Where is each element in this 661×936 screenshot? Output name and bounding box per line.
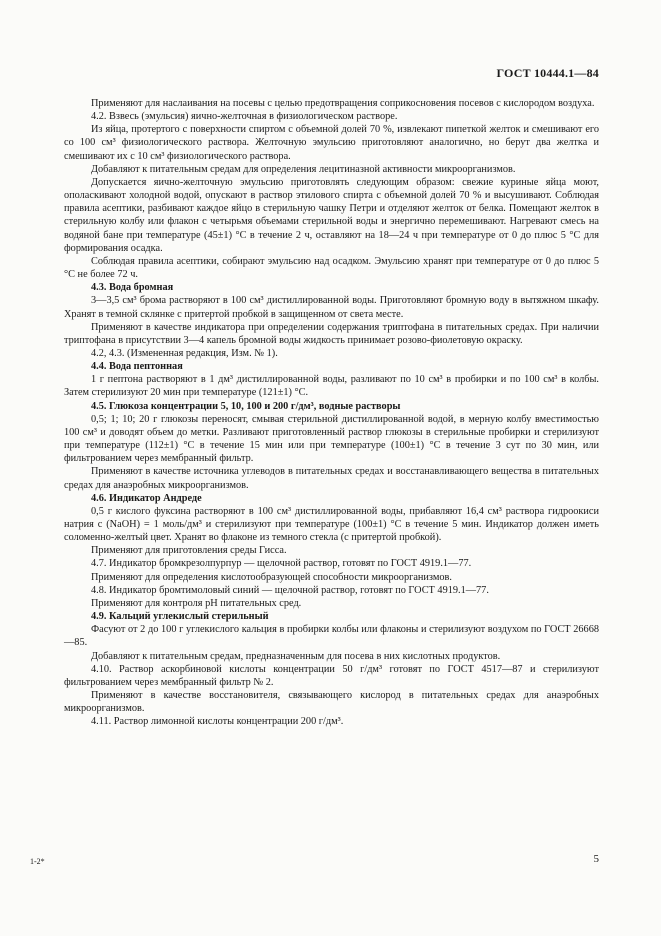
paragraph: 4.11. Раствор лимонной кислоты концентрации 200 г/дм³. bbox=[91, 716, 344, 728]
document-body bbox=[64, 97, 599, 729]
paragraph: Фасуют от 2 до 100 г углекислого кальция в пробирки колбы или флаконы и стерилизуют воздухом по ГОСТ 26668—85. bbox=[64, 624, 599, 649]
document-header: ГОСТ 10444.1—84 bbox=[496, 66, 599, 80]
paragraph: 1 г пептона растворяют в 1 дм³ дистиллированной воды, разливают по 10 см³ в пробирки и по 100 см³ в колбы. Затем стерилизуют 20 мин при температуре (121±1) °С. bbox=[64, 374, 599, 399]
paragraph: Применяют в качестве источника углеводов в питательных средах и восстанавливающего вещества в питательных средах для анаэробных микроорганизмов. bbox=[64, 466, 599, 491]
amendment-note: 4.2, 4.3. (Измененная редакция, Изм. № 1). bbox=[91, 347, 278, 359]
section-heading-text: 4.6. Индикатор Андреде bbox=[91, 492, 202, 504]
paragraph: Применяют для наслаивания на посевы с целью предотвращения соприкосновения посевов с кислородом воздуха. bbox=[91, 98, 595, 109]
paragraph: Применяют для приготовления среды Гисса. bbox=[91, 545, 287, 557]
section-heading-text: 4.5. Глюкоза концентрации 5, 10, 100 и 200 г/дм³, водные растворы bbox=[91, 400, 401, 412]
section-heading bbox=[64, 281, 599, 294]
paragraph: Применяют в качестве восстановителя, связывающего кислород в питательных средах для анаэробных микроорганизмов. bbox=[64, 690, 599, 715]
paragraph: 0,5; 1; 10; 20 г глюкозы переносят, смывая стерильной дистиллированной водой, в мерную колбу вместимостью 100 см³ и доводят объем до метки. Разливают приготовленный раствор глюкозы в стерильные пробирки и стерилизуют при температуре (112±1) °С в течение 15 мин или при температуре (100±1) °С в течение 3 сут по 30 мин, или фильтрованием через мембранный фильтр. bbox=[64, 413, 599, 465]
paragraph: 4.8. Индикатор бромтимоловый синий — щелочной раствор, готовят по ГОСТ 4919.1—77. bbox=[91, 584, 489, 596]
paragraph: 3—3,5 см³ брома растворяют в 100 см³ дистиллированной воды. Приготовляют бромную воду в вытяжном шкафу. Хранят в темной склянке с притертой пробкой в защищенном от света месте. bbox=[64, 295, 599, 320]
paragraph: 0,5 г кислого фуксина растворяют в 100 см³ дистиллированной воды, прибавляют 16,4 см³ раствора гидроокиси натрия с (NaOH) = 1 моль/дм³ и стерилизуют при температуре (100±1) °С в течение 5 мин. Индикатор должен иметь соломенно-желтый цвет. Хранят во флаконе из темного стекла (с притертой пробкой). bbox=[64, 505, 599, 544]
paragraph: Из яйца, протертого с поверхности спиртом с объемной долей 70 %, извлекают пипеткой желток и смешивают его со 100 см³ физиологического раствора. Желточную эмульсию приготовляют аналогично, но берут два желтка и смешивают их с 10 см³ физиологического раствора. bbox=[64, 124, 599, 162]
paragraph: Соблюдая правила асептики, собирают эмульсию над осадком. Эмульсию хранят при температуре от 0 до плюс 5 °С не более 72 ч. bbox=[64, 255, 599, 281]
paragraph: 4.2. Взвесь (эмульсия) яично-желточная в физиологическом растворе. bbox=[91, 111, 398, 123]
footer-sheet-mark: 1-2* bbox=[30, 857, 45, 866]
page-number: 5 bbox=[593, 853, 599, 865]
section-heading bbox=[64, 400, 599, 413]
paragraph: Применяют для контроля pH питательных сред. bbox=[91, 597, 302, 609]
paragraph: Применяют для определения кислотообразующей способности микроорганизмов. bbox=[91, 571, 452, 583]
section-heading bbox=[64, 610, 599, 623]
section-heading-text: 4.3. Вода бромная bbox=[91, 282, 174, 294]
paragraph: Добавляют к питательным средам, предназначенным для посева в них кислотных продуктов. bbox=[91, 650, 501, 662]
paragraph: 4.7. Индикатор бромкрезолпурпур — щелочной раствор, готовят по ГОСТ 4919.1—77. bbox=[91, 558, 472, 570]
paragraph: Применяют в качестве индикатора при определении содержания триптофана в питательных средах. При наличии триптофана в присутствии 3—4 капель бромной воды жидкость принимает розово-фиолетовую окраску. bbox=[64, 321, 599, 346]
paragraph: Добавляют к питательным средам для определения лецитиназной активности микроорганизмов. bbox=[91, 163, 516, 175]
section-heading-text: 4.9. Кальций углекислый стерильный bbox=[91, 611, 269, 623]
section-heading bbox=[64, 360, 599, 373]
paragraph: 4.10. Раствор аскорбиновой кислоты концентрации 50 г/дм³ готовят по ГОСТ 4517—87 и стерилизуют фильтрованием через мембранный фильтр № 2. bbox=[64, 663, 599, 688]
section-heading bbox=[64, 492, 599, 505]
paragraph: Допускается яично-желточную эмульсию приготовлять следующим образом: свежие куриные яйца моют, ополаскивают холодной водой, опускают в раствор этилового спирта с объемной долей 70 % и высушивают. Соблюдая правила асептики, разбивают каждое яйцо в стерильную чашку Петри и отделяют желток от белка. Помещают желток в стерильную колбу или флакон с четырьмя объемами стерильной воды и энергично перемешивают. Нагревают смесь на водяной бане при температуре (45±1) °С в течение 2 ч, оставляют на 18—24 ч при температуре от 0 до плюс 5 °С для формирования осадка. bbox=[64, 176, 599, 254]
section-heading-text: 4.4. Вода пептонная bbox=[91, 361, 183, 373]
